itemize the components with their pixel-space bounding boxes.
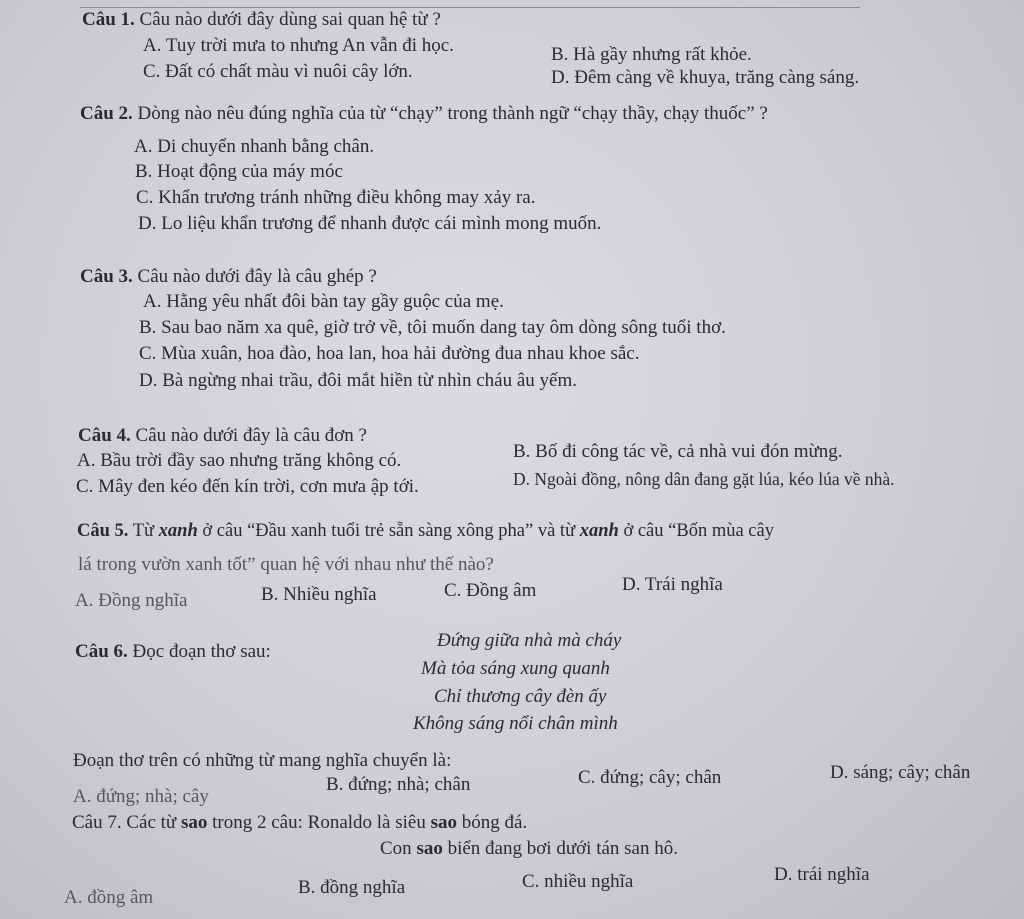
question-3-text: Câu nào dưới đây là câu ghép ? (137, 266, 377, 287)
question-2-text: Dòng nào nêu đúng nghĩa của từ “chạy” trong thành ngữ “chạy thầy, chạy thuốc” ? (137, 103, 768, 124)
q4-option-d: D. Ngoài đồng, nông dân đang gặt lúa, kéo lúa về nhà. (513, 469, 895, 489)
poem-line-3: Chỉ thương cây đèn ấy (434, 686, 607, 707)
q2-option-b: B. Hoạt động của máy móc (135, 161, 343, 182)
question-7-text-c: bóng đá. (461, 812, 528, 833)
question-1 (82, 9, 441, 31)
q2-option-d: D. Lo liệu khẩn trương để nhanh được cái mình mong muốn. (138, 213, 602, 234)
q2-option-a: A. Di chuyển nhanh bằng chân. (134, 136, 375, 157)
q4-option-a: A. Bầu trời đầy sao nhưng trăng không có. (77, 450, 402, 471)
question-5-text-c: ở câu “Bốn mùa cây (623, 521, 774, 541)
question-5 (77, 520, 774, 542)
question-5-label: Câu 5. (77, 521, 129, 541)
poem-line-2: Mà tỏa sáng xung quanh (421, 658, 610, 679)
question-7-line-2-b: biển đang bơi dưới tán san hô. (447, 838, 678, 859)
poem-line-1: Đứng giữa nhà mà cháy (437, 630, 622, 651)
q1-option-d: D. Đêm càng về khuya, trăng càng sáng. (551, 67, 860, 88)
q3-option-b: B. Sau bao năm xa quê, giờ trở về, tôi muốn dang tay ôm dòng sông tuổi thơ. (139, 317, 726, 338)
question-4-label: Câu 4. (78, 425, 131, 446)
q6-option-a: A. đứng; nhà; cây (73, 786, 209, 807)
q1-option-c: C. Đất có chất màu vì nuôi cây lớn. (143, 61, 413, 82)
question-4 (78, 425, 367, 447)
question-7-line-2-a: Con (380, 838, 412, 859)
q1-option-b: B. Hà gầy nhưng rất khỏe. (551, 44, 752, 65)
q7-option-a: A. đồng âm (64, 887, 154, 908)
question-7-text-a: Các từ (126, 812, 177, 833)
q3-option-c: C. Mùa xuân, hoa đào, hoa lan, hoa hải đường đua nhau khoe sắc. (139, 343, 640, 364)
q5-option-c: C. Đồng âm (444, 580, 537, 601)
question-1-text: Câu nào dưới đây dùng sai quan hệ từ ? (139, 9, 441, 30)
q2-option-c: C. Khẩn trương tránh những điều không may xảy ra. (136, 187, 536, 208)
q3-option-d: D. Bà ngừng nhai trầu, đôi mắt hiền từ nhìn cháu âu yếm. (139, 370, 577, 391)
question-2 (80, 103, 768, 125)
question-7-label: Câu 7. (72, 812, 122, 833)
question-6-text: Đọc đoạn thơ sau: (132, 641, 271, 662)
question-6-question: Đoạn thơ trên có những từ mang nghĩa chuyển là: (73, 750, 452, 771)
question-6-label: Câu 6. (75, 641, 128, 662)
question-5-text-a: Từ (132, 521, 155, 541)
question-1-label: Câu 1. (82, 9, 135, 30)
q4-option-b: B. Bố đi công tác về, cả nhà vui đón mừng. (513, 441, 843, 462)
q1-option-a: A. Tuy trời mưa to nhưng An vẫn đi học. (143, 35, 454, 56)
q5-option-d: D. Trái nghĩa (622, 574, 723, 595)
q7-option-b: B. đồng nghĩa (298, 877, 406, 898)
q5-option-b: B. Nhiều nghĩa (261, 584, 377, 605)
question-7-word-3: sao (416, 838, 443, 859)
question-7-word-1: sao (180, 812, 208, 833)
question-6 (75, 641, 271, 663)
question-5-text-b: ở câu “Đầu xanh tuổi trẻ sẵn sàng xông pha” và từ (202, 521, 576, 541)
question-5-word-1: xanh (158, 521, 198, 541)
question-4-text: Câu nào dưới đây là câu đơn ? (135, 425, 367, 446)
question-5-line-2: lá trong vườn xanh tốt” quan hệ với nhau như thế nào? (78, 554, 494, 575)
poem-line-4: Không sáng nổi chân mình (413, 713, 618, 734)
question-7-word-2: sao (430, 812, 458, 833)
question-7 (72, 812, 527, 834)
q5-option-a: A. Đồng nghĩa (75, 590, 188, 611)
q4-option-c: C. Mây đen kéo đến kín trời, cơn mưa ập tới. (76, 476, 419, 497)
q7-option-c: C. nhiều nghĩa (522, 871, 634, 892)
q6-option-b: B. đứng; nhà; chân (326, 774, 471, 795)
q6-option-d: D. sáng; cây; chân (830, 762, 971, 783)
q7-option-d: D. trái nghĩa (774, 864, 870, 885)
top-rule (80, 7, 860, 8)
q3-option-a: A. Hằng yêu nhất đôi bàn tay gầy guộc của mẹ. (143, 291, 504, 312)
q6-option-c: C. đứng; cây; chân (578, 767, 722, 788)
question-2-label: Câu 2. (80, 103, 133, 124)
question-3 (80, 266, 377, 288)
question-7-text-b: trong 2 câu: Ronaldo là siêu (212, 812, 426, 833)
question-5-word-2: xanh (579, 521, 619, 541)
question-7-line-2 (380, 838, 678, 860)
question-3-label: Câu 3. (80, 266, 133, 287)
